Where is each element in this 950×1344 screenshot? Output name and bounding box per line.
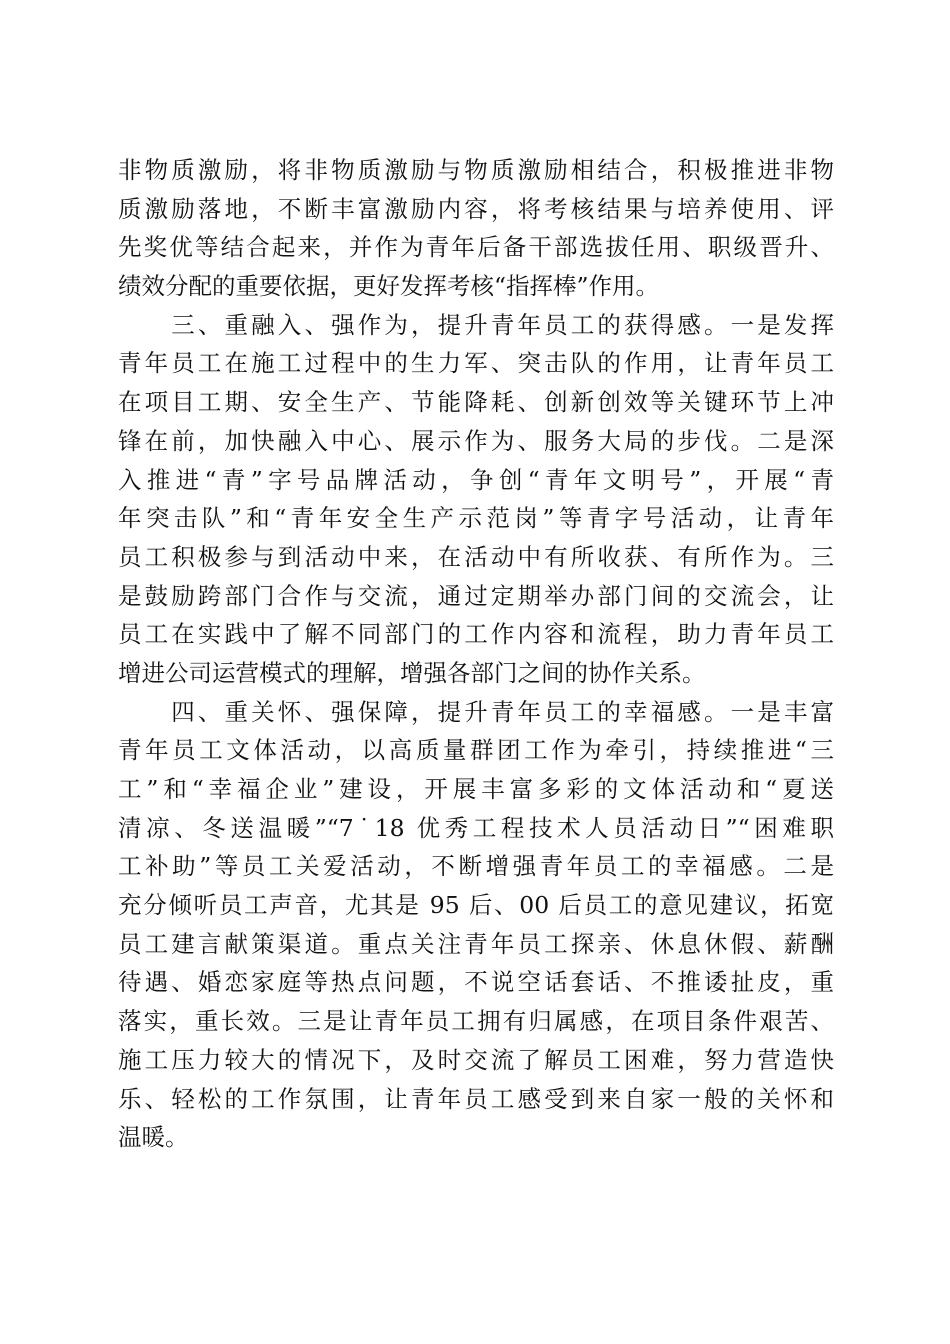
text-line: 绩效分配的重要依据，更好发挥考核“指挥棒”作用。	[118, 272, 660, 301]
text-line: 先奖优等结合起来，并作为青年后备干部选拔任用、职级晋升、	[118, 233, 834, 262]
text-line: 温暖。	[118, 1123, 189, 1152]
text-line: 充分倾听员工声音，尤其是 95 后、00 后员工的意见建议，拓宽	[118, 891, 834, 920]
text-line: 待遇、婚恋家庭等热点问题，不说空话套话、不推诿扯皮，重	[118, 968, 834, 997]
text-line: 质激励落地，不断丰富激励内容，将考核结果与培养使用、评	[118, 194, 834, 223]
document-body	[118, 151, 834, 1157]
text-line: 工补助”等员工关爱活动，不断增强青年员工的幸福感。二是	[118, 852, 834, 881]
text-line: 工”和“幸福企业”建设，开展丰富多彩的文体活动和“夏送	[118, 775, 834, 803]
text-line: 落实，重长效。三是让青年员工拥有归属感，在项目条件艰苦、	[118, 1007, 834, 1036]
text-line: 青年员工文体活动，以高质量群团工作为牵引，持续推进“三	[118, 736, 834, 765]
text-line: 员工在实践中了解不同部门的工作内容和流程，助力青年员工	[118, 620, 834, 649]
text-line: 非物质激励，将非物质激励与物质激励相结合，积极推进非物	[118, 156, 834, 184]
text-line: 在项目工期、安全生产、节能降耗、创新创效等关键环节上冲	[118, 388, 834, 417]
section-four-heading-line: 四、重关怀、强保障，提升青年员工的幸福感。一是丰富	[118, 697, 834, 726]
text-line: 是鼓励跨部门合作与交流，通过定期举办部门间的交流会，让	[118, 581, 834, 610]
text-line: 年突击队”和“青年安全生产示范岗”等青字号活动，让青年	[118, 504, 834, 533]
text-line: 员工建言献策渠道。重点关注青年员工探亲、休息休假、薪酬	[118, 929, 834, 958]
text-line: 增进公司运营模式的理解，增强各部门之间的协作关系。	[118, 658, 706, 687]
text-line: 施工压力较大的情况下，及时交流了解员工困难，努力营造快	[118, 1045, 834, 1074]
text-line: 清凉、冬送温暖”“7˙18 优秀工程技术人员活动日”“困难职	[118, 813, 834, 842]
text-line: 青年员工在施工过程中的生力军、突击队的作用，让青年员工	[118, 349, 834, 378]
text-line: 员工积极参与到活动中来，在活动中有所收获、有所作为。三	[118, 542, 834, 571]
text-line: 入推进“青”字号品牌活动，争创“青年文明号”，开展“青	[118, 465, 834, 494]
text-line: 锋在前，加快融入中心、展示作为、服务大局的步伐。二是深	[118, 426, 834, 455]
section-three-heading-line: 三、重融入、强作为，提升青年员工的获得感。一是发挥	[118, 310, 834, 339]
text-line: 乐、轻松的工作氛围，让青年员工感受到来自家一般的关怀和	[118, 1084, 834, 1113]
